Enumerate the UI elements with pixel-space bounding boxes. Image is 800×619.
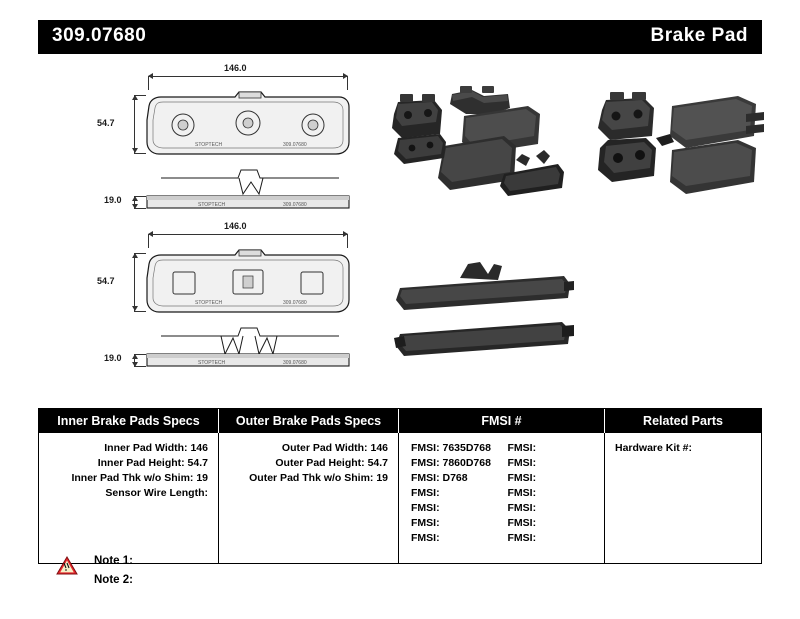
svg-text:309.07680: 309.07680 bbox=[283, 360, 307, 366]
spec-table-header-row bbox=[39, 409, 761, 433]
inner-height-dim-line bbox=[134, 95, 135, 153]
outer-thk-ext-bottom bbox=[134, 366, 146, 367]
fmsi-entry: FMSI: bbox=[507, 517, 537, 529]
fmsi-entry: FMSI: bbox=[507, 532, 537, 544]
inner-width-ext-right bbox=[347, 76, 348, 90]
fmsi-entry: FMSI: 7635D768 bbox=[411, 442, 491, 454]
page-title: 309.07680 bbox=[52, 25, 147, 46]
inner-pad-face-drawing bbox=[143, 90, 353, 170]
inner-pad-width-row: Inner Pad Width: 146 bbox=[104, 442, 208, 454]
product-type-label: Brake Pad bbox=[650, 25, 748, 46]
outer-pad-width-row: Outer Pad Width: 146 bbox=[281, 442, 388, 454]
inner-pad-height-row: Inner Pad Height: 54.7 bbox=[97, 457, 208, 469]
notes-section bbox=[50, 552, 133, 590]
fmsi-entry: FMSI: 7860D768 bbox=[411, 457, 491, 469]
sensor-wire-length-row: Sensor Wire Length: bbox=[105, 487, 208, 499]
fmsi-column-right bbox=[502, 441, 599, 546]
drawing-area bbox=[38, 62, 762, 392]
outer-width-ext-left bbox=[148, 234, 149, 248]
outer-pad-height-row: Outer Pad Height: 54.7 bbox=[275, 457, 388, 469]
outer-height-ext-bottom bbox=[134, 311, 146, 312]
warning-triangle-icon bbox=[56, 556, 78, 575]
pad-photo-side-views bbox=[394, 258, 574, 368]
spec-table-body bbox=[39, 433, 761, 563]
svg-text:STOPTECH: STOPTECH bbox=[195, 142, 223, 148]
outer-width-dim-line bbox=[148, 234, 348, 235]
outer-pad-side-drawing bbox=[143, 318, 353, 368]
svg-text:309.07680: 309.07680 bbox=[283, 142, 307, 148]
fmsi-entry: FMSI: bbox=[507, 457, 537, 469]
inner-height-dim-text: 54.7 bbox=[97, 118, 115, 128]
inner-height-ext-bottom bbox=[134, 153, 146, 154]
fmsi-cell bbox=[399, 433, 605, 563]
fmsi-entry: FMSI: bbox=[507, 472, 537, 484]
column-header-related-parts: Related Parts bbox=[643, 414, 723, 428]
inner-width-dim-line bbox=[148, 76, 348, 77]
outer-thk-dim-text: 19.0 bbox=[104, 353, 122, 363]
outer-specs-cell bbox=[219, 433, 399, 563]
header-bar bbox=[38, 20, 762, 54]
related-parts-cell bbox=[605, 433, 761, 563]
pad-photo-group-back bbox=[586, 90, 766, 212]
fmsi-column-left bbox=[405, 441, 502, 546]
outer-width-dim-text: 146.0 bbox=[224, 221, 247, 231]
svg-text:STOPTECH: STOPTECH bbox=[195, 300, 223, 306]
outer-height-dim-line bbox=[134, 253, 135, 311]
column-header-outer-specs: Outer Brake Pads Specs bbox=[219, 409, 399, 433]
spec-table bbox=[38, 408, 762, 564]
hardware-kit-row: Hardware Kit #: bbox=[615, 442, 693, 454]
fmsi-entry: FMSI: bbox=[411, 517, 440, 529]
outer-height-ext-top bbox=[134, 253, 146, 254]
outer-pad-thickness-row: Outer Pad Thk w/o Shim: 19 bbox=[249, 472, 388, 484]
fmsi-entry: FMSI: bbox=[507, 442, 537, 454]
note-2-label: Note 2: bbox=[94, 574, 133, 586]
inner-pad-side-drawing bbox=[143, 160, 353, 210]
inner-width-dim-text: 146.0 bbox=[224, 63, 247, 73]
fmsi-entry: FMSI: bbox=[507, 487, 537, 499]
outer-width-ext-right bbox=[347, 234, 348, 248]
outer-height-dim-text: 54.7 bbox=[97, 276, 115, 286]
inner-height-ext-top bbox=[134, 95, 146, 96]
outer-thk-ext-top bbox=[134, 354, 146, 355]
note-1-label: Note 1: bbox=[94, 555, 133, 567]
svg-text:STOPTECH: STOPTECH bbox=[198, 202, 226, 208]
column-header-inner-specs: Inner Brake Pads Specs bbox=[39, 409, 219, 433]
outer-pad-face-drawing bbox=[143, 248, 353, 328]
fmsi-entry: FMSI: bbox=[411, 502, 440, 514]
fmsi-entry: FMSI: bbox=[411, 487, 440, 499]
svg-text:309.07680: 309.07680 bbox=[283, 202, 307, 208]
fmsi-entry: FMSI: bbox=[507, 502, 537, 514]
column-header-fmsi: FMSI # bbox=[399, 409, 605, 433]
svg-text:STOPTECH: STOPTECH bbox=[198, 360, 226, 366]
inner-width-ext-left bbox=[148, 76, 149, 90]
inner-pad-thickness-row: Inner Pad Thk w/o Shim: 19 bbox=[71, 472, 208, 484]
inner-thk-ext-bottom bbox=[134, 208, 146, 209]
fmsi-entry: FMSI: bbox=[411, 532, 440, 544]
svg-text:309.07680: 309.07680 bbox=[283, 300, 307, 306]
pad-photo-group-front bbox=[388, 84, 568, 214]
inner-thk-ext-top bbox=[134, 196, 146, 197]
inner-specs-cell bbox=[39, 433, 219, 563]
fmsi-entry: FMSI: D768 bbox=[411, 472, 468, 484]
inner-thk-dim-text: 19.0 bbox=[104, 195, 122, 205]
